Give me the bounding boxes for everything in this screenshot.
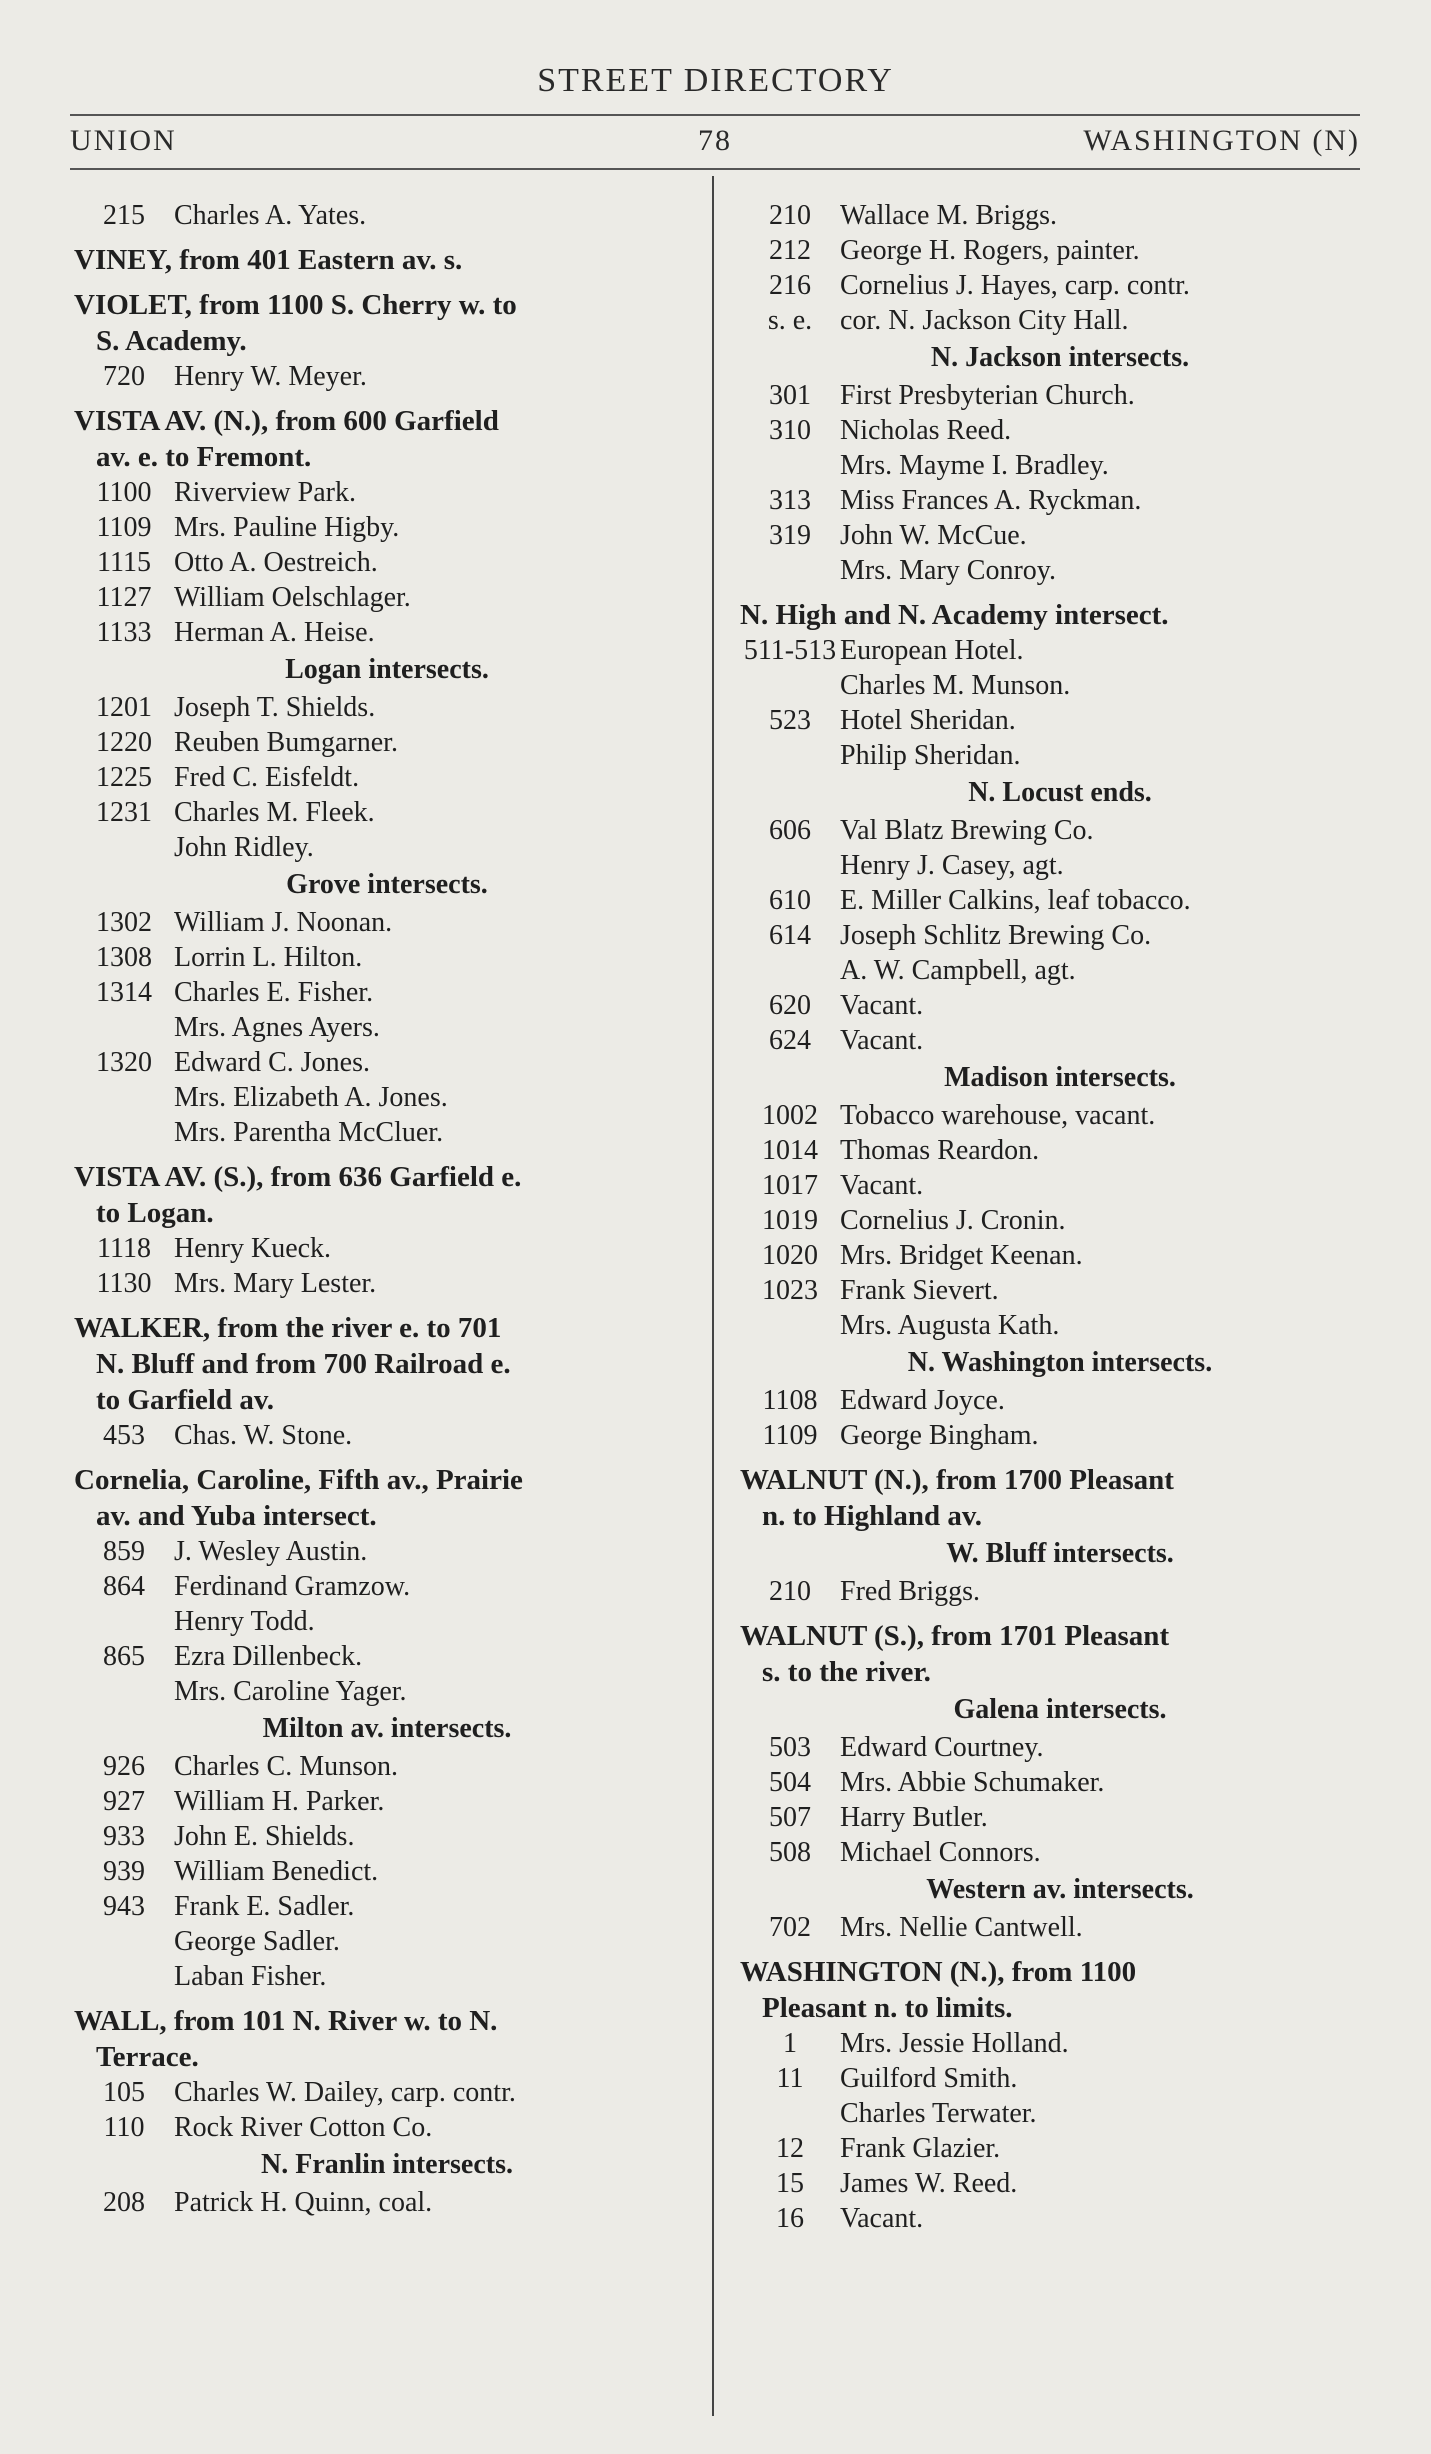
directory-entry (74, 580, 700, 615)
house-number: 1314 (96, 977, 152, 1008)
directory-entry (74, 1639, 700, 1674)
directory-entry (740, 1574, 1380, 1609)
resident-name: John Ridley. (174, 832, 314, 863)
house-number: 523 (769, 705, 811, 736)
house-number: 614 (769, 920, 811, 951)
resident-name: William J. Noonan. (174, 907, 393, 938)
resident-name: William Benedict. (174, 1856, 379, 1887)
intersection-note: N. Franlin intersects. (261, 2149, 513, 2180)
resident-name: Vacant. (840, 1025, 924, 1056)
directory-entry (74, 359, 700, 394)
house-number: 210 (769, 200, 811, 231)
directory-entry (740, 883, 1380, 918)
directory-entry (74, 1604, 700, 1639)
directory-entry (740, 2026, 1380, 2061)
resident-name: Mrs. Mayme I. Bradley. (840, 450, 1109, 481)
directory-entry (740, 1098, 1380, 1133)
house-number: 215 (103, 200, 145, 231)
house-number: 926 (103, 1751, 145, 1782)
directory-entry (740, 668, 1380, 703)
resident-name: Laban Fisher. (174, 1961, 327, 1992)
resident-name: Mrs. Mary Conroy. (840, 555, 1056, 586)
house-number: 1108 (762, 1385, 818, 1416)
street-heading-cont: n. to Highland av. (762, 1500, 982, 1532)
house-number: 1023 (762, 1275, 818, 1306)
house-number: 313 (769, 485, 811, 516)
street-heading-cont: to Garfield av. (96, 1384, 275, 1416)
directory-entry (74, 725, 700, 760)
house-number: 1127 (96, 582, 152, 613)
intersection-note: Grove intersects. (286, 869, 488, 900)
resident-name: Reuben Bumgarner. (174, 727, 398, 758)
house-number: 1308 (96, 942, 152, 973)
directory-entry (74, 1784, 700, 1819)
directory-entry (740, 553, 1380, 588)
directory-entry (740, 988, 1380, 1023)
directory-entry (740, 953, 1380, 988)
directory-entry (74, 1959, 700, 1994)
directory-entry (74, 1080, 700, 1115)
directory-entry (74, 1010, 700, 1045)
house-number: 216 (769, 270, 811, 301)
street-heading (74, 403, 700, 475)
directory-entry (74, 1819, 700, 1854)
resident-name: Rock River Cotton Co. (174, 2112, 433, 2143)
resident-name: George Bingham. (840, 1420, 1039, 1451)
directory-entry (740, 703, 1380, 738)
resident-name: Tobacco warehouse, vacant. (840, 1100, 1156, 1131)
house-number: 210 (769, 1576, 811, 1607)
resident-name: E. Miller Calkins, leaf tobacco. (840, 885, 1191, 916)
intersection-note: N. Locust ends. (968, 777, 1152, 808)
street-heading (74, 2003, 700, 2075)
intersection-note: W. Bluff intersects. (946, 1538, 1174, 1569)
directory-entry (740, 1203, 1380, 1238)
house-number: 1133 (96, 617, 152, 648)
house-number: 1115 (97, 547, 151, 578)
house-number: 1320 (96, 1047, 152, 1078)
resident-name: William Oelschlager. (174, 582, 411, 613)
resident-name: Frank E. Sadler. (174, 1891, 355, 1922)
street-heading (740, 1462, 1380, 1534)
directory-entry (74, 1115, 700, 1150)
resident-name: Wallace M. Briggs. (840, 200, 1058, 231)
street-heading (74, 287, 700, 359)
directory-entry (74, 1231, 700, 1266)
intersection-note: N. Washington intersects. (907, 1347, 1213, 1378)
house-number: 720 (103, 361, 145, 392)
resident-name: Cornelius J. Cronin. (840, 1205, 1066, 1236)
resident-name: Mrs. Jessie Holland. (840, 2028, 1069, 2059)
house-number: 1302 (96, 907, 152, 938)
house-number: 1014 (762, 1135, 818, 1166)
directory-entry (74, 975, 700, 1010)
house-number: 105 (103, 2077, 145, 2108)
house-number: 943 (103, 1891, 145, 1922)
directory-entry (74, 2185, 700, 2220)
intersection-note: Western av. intersects. (926, 1874, 1194, 1905)
resident-name: James W. Reed. (840, 2168, 1018, 2199)
house-number: 503 (769, 1732, 811, 1763)
left-column (74, 198, 700, 2220)
street-heading-cont: s. to the river. (762, 1656, 931, 1688)
street-heading-cont: S. Academy. (96, 325, 247, 357)
house-number: 1109 (96, 512, 152, 543)
resident-name: Val Blatz Brewing Co. (840, 815, 1094, 846)
directory-entry (74, 1674, 700, 1709)
directory-entry (740, 633, 1380, 668)
house-number: 453 (103, 1420, 145, 1451)
house-number: 859 (103, 1536, 145, 1567)
resident-name: Mrs. Abbie Schumaker. (840, 1767, 1105, 1798)
directory-entry (74, 1045, 700, 1080)
directory-entry (740, 2166, 1380, 2201)
street-heading-cont: Terrace. (96, 2041, 199, 2073)
resident-name: George H. Rogers, painter. (840, 235, 1140, 266)
directory-entry (74, 615, 700, 650)
resident-name: Frank Glazier. (840, 2133, 1001, 2164)
directory-entry (740, 518, 1380, 553)
directory-entry (74, 1534, 700, 1569)
resident-name: Thomas Reardon. (840, 1135, 1040, 1166)
resident-name: Vacant. (840, 990, 924, 1021)
house-number: 15 (776, 2168, 804, 2199)
house-number: 301 (769, 380, 811, 411)
directory-entry (740, 1238, 1380, 1273)
resident-name: Charles M. Munson. (840, 670, 1071, 701)
house-number: 11 (776, 2063, 804, 2094)
directory-entry (74, 795, 700, 830)
directory-entry (740, 1800, 1380, 1835)
page-title: STREET DIRECTORY (537, 62, 894, 99)
house-number: 865 (103, 1641, 145, 1672)
house-number: 1100 (96, 477, 152, 508)
resident-name: Mrs. Pauline Higby. (174, 512, 400, 543)
street-heading-text: WALNUT (S.), from 1701 Pleasant (740, 1620, 1170, 1652)
house-number: 1 (783, 2028, 797, 2059)
directory-entry (74, 1569, 700, 1604)
resident-name: Mrs. Agnes Ayers. (174, 1012, 380, 1043)
directory-entry (74, 1749, 700, 1784)
street-heading-text: Cornelia, Caroline, Fifth av., Prairie (74, 1464, 523, 1496)
street-heading (740, 1954, 1380, 2026)
resident-name: Mrs. Parentha McCluer. (174, 1117, 444, 1148)
resident-name: Edward Courtney. (840, 1732, 1044, 1763)
resident-name: Henry W. Meyer. (174, 361, 367, 392)
resident-name: Vacant. (840, 2203, 924, 2234)
resident-name: Joseph T. Shields. (174, 692, 376, 723)
directory-entry (74, 2110, 700, 2145)
directory-entry (740, 198, 1380, 233)
house-number: 1002 (762, 1100, 818, 1131)
house-number: 610 (769, 885, 811, 916)
resident-name: Cornelius J. Hayes, carp. contr. (840, 270, 1190, 301)
directory-entry (74, 760, 700, 795)
resident-name: Mrs. Mary Lester. (174, 1268, 377, 1299)
house-number: 110 (103, 2112, 145, 2143)
street-heading-cont: av. and Yuba intersect. (96, 1500, 377, 1532)
resident-name: Edward C. Jones. (174, 1047, 370, 1078)
resident-name: Miss Frances A. Ryckman. (840, 485, 1142, 516)
directory-entry (740, 303, 1380, 338)
house-number: 606 (769, 815, 811, 846)
resident-name: A. W. Campbell, agt. (840, 955, 1076, 986)
house-number: 939 (103, 1856, 145, 1887)
house-number: 1019 (762, 1205, 818, 1236)
resident-name: Mrs. Augusta Kath. (840, 1310, 1060, 1341)
resident-name: Harry Butler. (840, 1802, 988, 1833)
directory-entry (740, 378, 1380, 413)
house-number: 310 (769, 415, 811, 446)
right-running-head: WASHINGTON (N) (1083, 124, 1360, 157)
street-heading (74, 1159, 700, 1231)
house-number: 1017 (762, 1170, 818, 1201)
street-heading-text: WALL, from 101 N. River w. to N. (74, 2005, 498, 2037)
house-number: 1225 (96, 762, 152, 793)
directory-entry (740, 1383, 1380, 1418)
resident-name: Charles M. Fleek. (174, 797, 375, 828)
resident-name: Frank Sievert. (840, 1275, 999, 1306)
street-heading (740, 1618, 1380, 1690)
resident-name: Philip Sheridan. (840, 740, 1021, 771)
house-number: 927 (103, 1786, 145, 1817)
intersection-note: Logan intersects. (285, 654, 489, 685)
street-heading-cont: Pleasant n. to limits. (762, 1992, 1013, 2024)
house-number: 702 (769, 1912, 811, 1943)
right-column (740, 198, 1380, 2236)
street-heading-cont: N. Bluff and from 700 Railroad e. (96, 1348, 511, 1380)
directory-entry (74, 198, 700, 233)
resident-name: Henry J. Casey, agt. (840, 850, 1064, 881)
house-number: s. e. (767, 305, 813, 336)
street-heading-text: N. High and N. Academy intersect. (740, 599, 1169, 631)
house-number: 212 (769, 235, 811, 266)
resident-name: Charles W. Dailey, carp. contr. (174, 2077, 516, 2108)
street-heading-text: WALNUT (N.), from 1700 Pleasant (740, 1464, 1174, 1496)
directory-entry (740, 918, 1380, 953)
directory-entry (740, 848, 1380, 883)
resident-name: Otto A. Oestreich. (174, 547, 378, 578)
house-number: 864 (103, 1571, 145, 1602)
header-rule-bottom (70, 168, 1360, 170)
house-number: 319 (769, 520, 811, 551)
directory-entry (74, 830, 700, 865)
resident-name: Fred Briggs. (840, 1576, 980, 1607)
street-heading-cont: av. e. to Fremont. (96, 441, 312, 473)
resident-name: Fred C. Eisfeldt. (174, 762, 360, 793)
resident-name: Guilford Smith. (840, 2063, 1018, 2094)
street-heading-text: VIOLET, from 1100 S. Cherry w. to (74, 289, 517, 321)
intersection-note: N. Jackson intersects. (930, 342, 1190, 373)
resident-name: First Presbyterian Church. (840, 380, 1135, 411)
resident-name: William H. Parker. (174, 1786, 385, 1817)
resident-name: J. Wesley Austin. (174, 1536, 368, 1567)
house-number: 624 (769, 1025, 811, 1056)
directory-entry (740, 1308, 1380, 1343)
directory-entry (74, 905, 700, 940)
directory-entry (740, 1730, 1380, 1765)
directory-entry (740, 1168, 1380, 1203)
resident-name: Lorrin L. Hilton. (174, 942, 363, 973)
directory-entry (740, 1910, 1380, 1945)
left-running-head: UNION (70, 124, 177, 157)
directory-entry (740, 1418, 1380, 1453)
resident-name: Joseph Schlitz Brewing Co. (840, 920, 1152, 951)
directory-entry (740, 448, 1380, 483)
directory-entry (740, 1133, 1380, 1168)
directory-entry (740, 1835, 1380, 1870)
resident-name: Mrs. Caroline Yager. (174, 1676, 407, 1707)
house-number: 1130 (96, 1268, 152, 1299)
house-number: 16 (776, 2203, 804, 2234)
house-number: 1220 (96, 727, 152, 758)
street-heading-text: VINEY, from 401 Eastern av. s. (74, 244, 463, 276)
resident-name: George Sadler. (174, 1926, 340, 1957)
directory-entry (74, 510, 700, 545)
directory-entry (74, 1854, 700, 1889)
street-heading-cont: to Logan. (96, 1197, 214, 1229)
resident-name: Mrs. Nellie Cantwell. (840, 1912, 1083, 1943)
house-number: 1020 (762, 1240, 818, 1271)
directory-entry (740, 2061, 1380, 2096)
resident-name: Patrick H. Quinn, coal. (174, 2187, 433, 2218)
house-number: 1109 (762, 1420, 818, 1451)
house-number: 507 (769, 1802, 811, 1833)
directory-entry (74, 1266, 700, 1301)
resident-name: Riverview Park. (174, 477, 356, 508)
house-number: 508 (769, 1837, 811, 1868)
directory-entry (740, 2201, 1380, 2236)
resident-name: Henry Kueck. (174, 1233, 332, 1264)
directory-entry (74, 475, 700, 510)
directory-entry (74, 2075, 700, 2110)
resident-name: Charles C. Munson. (174, 1751, 398, 1782)
header-rule-top (70, 114, 1360, 116)
resident-name: John W. McCue. (840, 520, 1027, 551)
directory-entry (740, 483, 1380, 518)
directory-entry (740, 413, 1380, 448)
resident-name: cor. N. Jackson City Hall. (840, 305, 1129, 336)
directory-entry (740, 1273, 1380, 1308)
street-heading-text: VISTA AV. (S.), from 636 Garfield e. (74, 1161, 522, 1193)
street-heading (74, 242, 700, 278)
resident-name: Charles Terwater. (840, 2098, 1037, 2129)
resident-name: Herman A. Heise. (174, 617, 375, 648)
directory-entry (74, 1889, 700, 1924)
house-number: 1118 (97, 1233, 151, 1264)
street-heading (74, 1310, 700, 1418)
directory-entry (740, 2096, 1380, 2131)
intersection-note: Milton av. intersects. (262, 1713, 512, 1744)
house-number: 504 (769, 1767, 811, 1798)
street-heading-text: WASHINGTON (N.), from 1100 (740, 1956, 1137, 1988)
resident-name: European Hotel. (840, 635, 1024, 666)
resident-name: Mrs. Bridget Keenan. (840, 1240, 1083, 1271)
directory-entry (74, 940, 700, 975)
street-heading (740, 597, 1380, 633)
intersection-note: Madison intersects. (944, 1062, 1176, 1093)
resident-name: Charles A. Yates. (174, 200, 367, 231)
resident-name: Henry Todd. (174, 1606, 315, 1637)
resident-name: Charles E. Fisher. (174, 977, 374, 1008)
directory-entry (740, 813, 1380, 848)
house-number: 933 (103, 1821, 145, 1852)
directory-entry (740, 738, 1380, 773)
directory-entry (74, 1418, 700, 1453)
resident-name: Chas. W. Stone. (174, 1420, 353, 1451)
directory-entry (74, 1924, 700, 1959)
intersection-note: Galena intersects. (953, 1694, 1167, 1725)
house-number: 511-513 (743, 635, 837, 666)
column-divider (712, 176, 714, 2416)
house-number: 1231 (96, 797, 152, 828)
directory-entry (740, 233, 1380, 268)
street-heading-text: WALKER, from the river e. to 701 (74, 1312, 502, 1344)
resident-name: Ferdinand Gramzow. (174, 1571, 411, 1602)
resident-name: Ezra Dillenbeck. (174, 1641, 363, 1672)
resident-name: Vacant. (840, 1170, 924, 1201)
house-number: 12 (776, 2133, 804, 2164)
page-number: 78 (698, 124, 732, 157)
house-number: 208 (103, 2187, 145, 2218)
resident-name: Hotel Sheridan. (840, 705, 1016, 736)
resident-name: Mrs. Elizabeth A. Jones. (174, 1082, 448, 1113)
street-heading-text: VISTA AV. (N.), from 600 Garfield (74, 405, 499, 437)
running-header (70, 124, 1360, 164)
directory-entry (740, 1765, 1380, 1800)
resident-name: Edward Joyce. (840, 1385, 1005, 1416)
directory-entry (740, 1023, 1380, 1058)
directory-entry (740, 268, 1380, 303)
house-number: 1201 (96, 692, 152, 723)
street-heading (74, 1462, 700, 1534)
resident-name: Nicholas Reed. (840, 415, 1012, 446)
resident-name: Michael Connors. (840, 1837, 1041, 1868)
directory-entry (74, 690, 700, 725)
directory-entry (740, 2131, 1380, 2166)
house-number: 620 (769, 990, 811, 1021)
resident-name: John E. Shields. (174, 1821, 355, 1852)
directory-entry (74, 545, 700, 580)
